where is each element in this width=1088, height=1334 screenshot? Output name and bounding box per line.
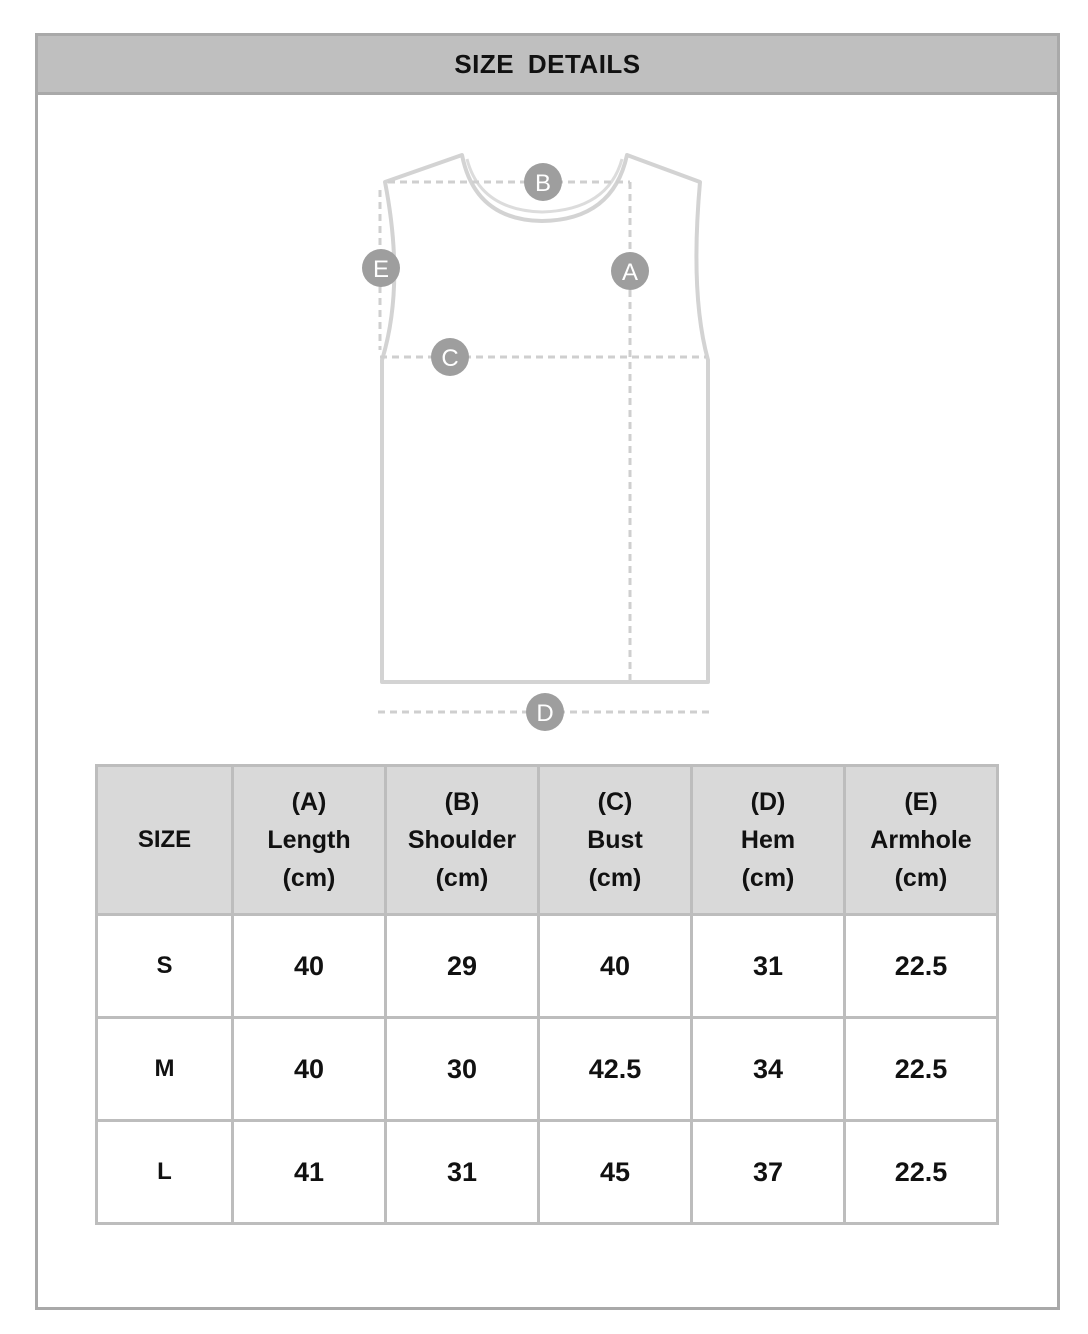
tank-top-outline	[340, 145, 720, 745]
column-name: Length	[267, 826, 351, 854]
marker-b-label: B	[534, 170, 552, 197]
hem-cell: 34	[692, 1018, 845, 1121]
column-name: Armhole	[870, 826, 972, 854]
column-unit: (cm)	[282, 864, 336, 892]
marker-c-label: C	[441, 345, 459, 372]
column-name: Hem	[740, 826, 796, 854]
size-table	[95, 764, 999, 1225]
size-cell: S	[97, 915, 233, 1018]
armhole-cell: 22.5	[845, 1121, 998, 1224]
table-header-row	[97, 766, 998, 915]
page-title: SIZE DETAILS	[454, 48, 641, 79]
column-header-length	[233, 766, 386, 915]
garment-diagram	[340, 145, 720, 745]
marker-a-icon	[611, 252, 649, 290]
column-header-bust	[539, 766, 692, 915]
column-header-armhole	[845, 766, 998, 915]
column-unit: (cm)	[435, 864, 489, 892]
marker-e-label: E	[372, 256, 390, 283]
shoulder-cell: 31	[386, 1121, 539, 1224]
column-code: (A)	[291, 788, 327, 816]
column-name: Shoulder	[407, 826, 517, 854]
marker-e-icon	[362, 249, 400, 287]
size-table-container	[95, 764, 999, 1225]
length-cell: 40	[233, 915, 386, 1018]
column-unit: (cm)	[894, 864, 948, 892]
column-code: (E)	[904, 788, 938, 816]
column-unit: (cm)	[588, 864, 642, 892]
hem-cell: 37	[692, 1121, 845, 1224]
column-unit: (cm)	[741, 864, 795, 892]
shoulder-cell: 30	[386, 1018, 539, 1121]
garment-body	[382, 155, 708, 682]
length-cell: 41	[233, 1121, 386, 1224]
bust-cell: 40	[539, 915, 692, 1018]
marker-d-label: D	[536, 700, 554, 727]
column-code: (C)	[597, 788, 633, 816]
marker-d-icon	[526, 693, 564, 731]
title-bar	[38, 36, 1057, 95]
column-header-shoulder	[386, 766, 539, 915]
table-row	[97, 915, 998, 1018]
armhole-cell: 22.5	[845, 1018, 998, 1121]
hem-cell: 31	[692, 915, 845, 1018]
column-header-hem	[692, 766, 845, 915]
shoulder-cell: 29	[386, 915, 539, 1018]
marker-b-icon	[524, 163, 562, 201]
column-code: (B)	[444, 788, 480, 816]
marker-a-label: A	[621, 259, 639, 286]
length-cell: 40	[233, 1018, 386, 1121]
size-cell: L	[97, 1121, 233, 1224]
table-row	[97, 1121, 998, 1224]
size-column-header: SIZE	[97, 766, 233, 915]
column-code: (D)	[750, 788, 786, 816]
table-row	[97, 1018, 998, 1121]
armhole-cell: 22.5	[845, 915, 998, 1018]
marker-c-icon	[431, 338, 469, 376]
column-name: Bust	[587, 826, 643, 854]
bust-cell: 45	[539, 1121, 692, 1224]
size-cell: M	[97, 1018, 233, 1121]
bust-cell: 42.5	[539, 1018, 692, 1121]
